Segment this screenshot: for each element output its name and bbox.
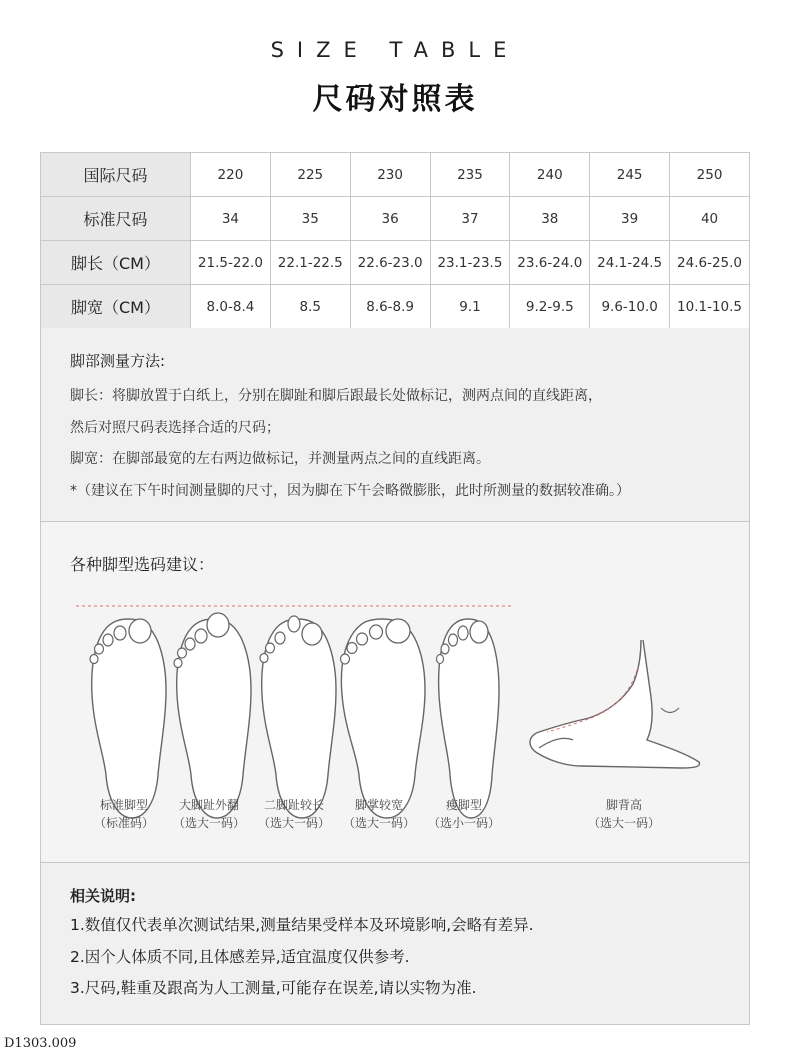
bunion-foot-icon (174, 613, 251, 818)
table-cell: 8.0-8.4 (191, 285, 271, 329)
row-header: 脚宽（CM） (41, 285, 191, 329)
foot-label-name: 脚掌较宽 (354, 798, 403, 812)
size-table (40, 152, 750, 329)
table-cell: 8.6-8.9 (350, 285, 430, 329)
table-cell: 9.1 (430, 285, 510, 329)
notes-heading: 相关说明: (70, 887, 136, 905)
foot-label-name: 标准脚型 (99, 798, 148, 812)
foot-label-name: 二脚趾较长 (263, 798, 324, 812)
table-cell: 250 (670, 153, 750, 197)
measure-line: 然后对照尺码表选择合适的尺码； (70, 419, 280, 436)
measure-line: 脚宽：在脚部最宽的左右两边做标记，并测量两点之间的直线距离。 (70, 451, 490, 467)
foot-label-advice: （选大一码） (587, 816, 660, 830)
measure-line: *（建议在下午时间测量脚的尺寸，因为脚在下午会略微膨胀，此时所测量的数据较准确。） (70, 482, 630, 499)
table-cell: 240 (510, 153, 590, 197)
foot-label-slim (409, 796, 519, 832)
foot-label-name: 脚背高 (605, 798, 642, 812)
table-cell: 39 (590, 197, 670, 241)
title-en: SIZE TABLE (270, 38, 520, 62)
table-cell: 9.2-9.5 (510, 285, 590, 329)
table-row (41, 153, 750, 197)
measure-line: 脚长：将脚放置于白纸上，分别在脚趾和脚后跟最长处做标记，测两点间的直线距离， (70, 388, 602, 404)
product-code: D1303.009 (4, 1036, 77, 1051)
row-header: 标准尺码 (41, 197, 191, 241)
note-line: 3.尺码,鞋重及跟高为人工测量,可能存在误差,请以实物为准. (70, 979, 477, 997)
table-row (41, 241, 750, 285)
foot-label-advice: （选小一码） (427, 816, 500, 830)
foot-label-high-instep (569, 796, 679, 832)
table-cell: 22.6-23.0 (350, 241, 430, 285)
table-cell: 235 (430, 153, 510, 197)
table-cell: 38 (510, 197, 590, 241)
table-row (41, 197, 750, 241)
table-cell: 230 (350, 153, 430, 197)
note-line: 1.数值仅代表单次测试结果,测量结果受样本及环境影响,会略有差异. (70, 916, 534, 934)
table-cell: 9.6-10.0 (590, 285, 670, 329)
wide-foot-icon (341, 619, 426, 818)
table-cell: 23.1-23.5 (430, 241, 510, 285)
table-cell: 34 (191, 197, 271, 241)
table-cell: 8.5 (270, 285, 350, 329)
table-cell: 40 (670, 197, 750, 241)
foot-label-advice: （选大一码） (342, 816, 415, 830)
foot-label-advice: （选大一码） (257, 816, 330, 830)
measure-heading: 脚部测量方法: (70, 352, 166, 370)
foot-label-name: 大脚趾外翻 (178, 798, 239, 812)
table-cell: 24.6-25.0 (670, 241, 750, 285)
table-cell: 21.5-22.0 (191, 241, 271, 285)
table-cell: 36 (350, 197, 430, 241)
table-cell: 24.1-24.5 (590, 241, 670, 285)
measure-method-panel (40, 328, 750, 522)
title-cn: 尺码对照表 (312, 82, 478, 117)
row-header: 国际尺码 (41, 153, 191, 197)
table-cell: 37 (430, 197, 510, 241)
standard-foot-icon (90, 619, 166, 818)
foot-label-advice: （标准码） (93, 816, 154, 830)
table-cell: 225 (270, 153, 350, 197)
table-cell: 245 (590, 153, 670, 197)
slim-foot-icon (437, 619, 500, 818)
notes-panel (40, 863, 750, 1025)
foot-label-name: 瘦脚型 (445, 798, 482, 812)
table-cell: 22.1-22.5 (270, 241, 350, 285)
long-second-toe-foot-icon (260, 616, 336, 818)
row-header: 脚长（CM） (41, 241, 191, 285)
table-cell: 35 (270, 197, 350, 241)
table-row (41, 285, 750, 329)
foot-label-advice: （选大一码） (172, 816, 245, 830)
table-cell: 23.6-24.0 (510, 241, 590, 285)
foot-types-heading: 各种脚型选码建议： (70, 555, 215, 574)
table-cell: 10.1-10.5 (670, 285, 750, 329)
table-cell: 220 (191, 153, 271, 197)
note-line: 2.因个人体质不同,且体感差异,适宜温度仅供参考. (70, 947, 410, 966)
foot-types-panel (40, 522, 750, 863)
high-instep-foot-icon (530, 640, 699, 768)
